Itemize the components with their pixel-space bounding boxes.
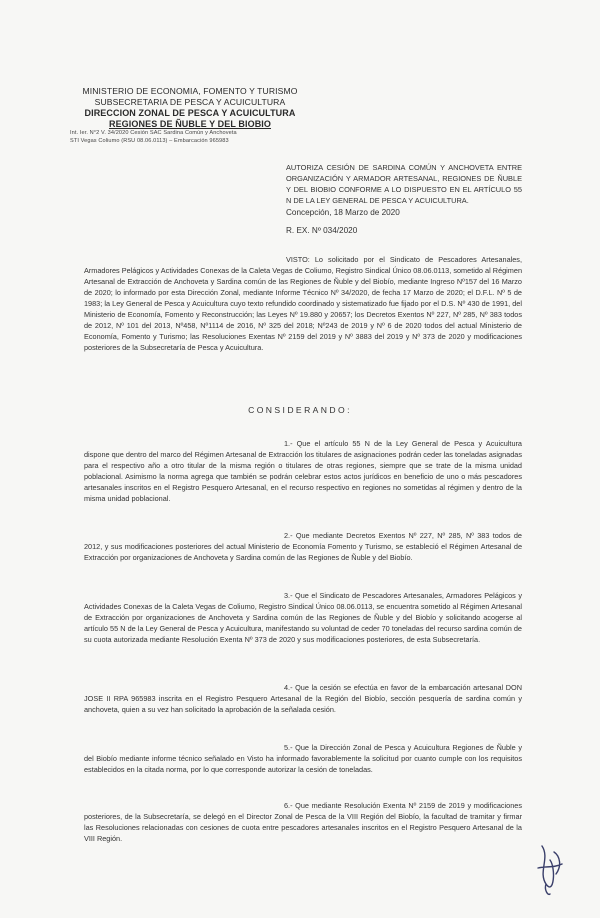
considerando-2: 2.- Que mediante Decretos Exentos Nº 227, Nº 285, Nº 383 todos de 2012, y sus modificaciones posteriores del actual Ministerio de Economía Fomento y Turismo, se estableció el Régimen Artesanal de Extracción por organizaciones de Anchoveta y Sardina común de las Regiones de Ñuble y del Biobío.: [84, 531, 522, 562]
considerando-4: 4.- Que la cesión se efectúa en favor de la embarcación artesanal DON JOSE II RPA 965983 inscrita en el Registro Pesquero Artesanal de la Región del Biobío, sección pesquería de sardina común y anchoveta, quien a su vez han solicitado la aprobación de la señalada cesión.: [84, 683, 522, 714]
subsecretaria-name: SUBSECRETARIA DE PESCA Y ACUICULTURA: [94, 97, 286, 107]
reference-line-2: STI Vegas Coliumo (RSU 08.06.0113) – Embarcación 965983: [70, 137, 229, 144]
considerando-3: 3.- Que el Sindicato de Pescadores Artesanales, Armadores Pelágicos y Actividades Conexas de la Caleta Vegas de Coliumo, Registro Sindical Único 08.06.0113, se encuentra sometido al Régimen Artesanal de Extracción por organizaciones de Anchoveta y Sardina común de las Regiones de Ñuble y del Biobío y solicitando acogerse al artículo 55 N de la Ley General de Pesca y Acuicultura, manifestando su voluntad de ceder 70 toneladas del recurso sardina común de su cuota autorizada mediante Resolución Exenta Nº 373 de 2020 y sus modificaciones posteriores, de esta Subsecretaría.: [84, 591, 522, 644]
considerando-5: 5.- Que la Dirección Zonal de Pesca y Acuicultura Regiones de Ñuble y del Biobío mediante informe técnico señalado en Visto ha informado favorablemente la solicitud por cuanto cumple con los requisitos establecidos en la citada norma, por lo que corresponde autorizar la cesión de toneladas.: [84, 743, 522, 774]
considerando-1: 1.- Que el artículo 55 N de la Ley General de Pesca y Acuicultura dispone que dentro del marco del Régimen Artesanal de Extracción los titulares de asignaciones podrán ceder las toneladas asignadas para el respectivo año a otro titular de la misma región o titulares de otras regiones, siempre que se trate de la misma unidad poblacional. Asimismo la norma agrega que también se podrán celebrar estos actos jurídicos en beneficio de uno o más pescadores artesanales inscritos en el Registro Pesquero Artesanal, en el recurso respectivo en regiones no sometidas al régimen y dentro de la misma unidad poblacional.: [84, 439, 522, 503]
considerando-6: 6.- Que mediante Resolución Exenta Nº 2159 de 2019 y modificaciones posteriores, de la Subsecretaría, se delegó en el Director Zonal de Pesca de la VIII Región del Biobío, la facultad de tramitar y firmar las Resoluciones relacionadas con cesiones de cuota entre pescadores artesanales inscritos en el Registro Pesquero Artesanal de la VIII Región.: [84, 801, 522, 843]
place-date: Concepción, 18 Marzo de 2020: [286, 208, 400, 217]
considerando-heading: CONSIDERANDO:: [248, 405, 352, 415]
ministry-name: MINISTERIO DE ECONOMIA, FOMENTO Y TURISMO: [82, 86, 298, 96]
visto-paragraph: VISTO: Lo solicitado por el Sindicato de Pescadores Artesanales, Armadores Pelágicos y Actividades Conexas de la Caleta Vegas de Coliumo, Registro Sindical Único 08.06.0113, sometido al Régimen Artesanal de Extracción de Anchoveta y Sardina común de las Regiones de Ñuble y del Biobío, mediante Ingreso Nº157 del 16 Marzo de 2020; lo informado por esta Dirección Zonal, mediante Informe Técnico Nº 34/2020, de fecha 17 Marzo de 2020; el D.F.L. Nº 5 de 1983; la Ley General de Pesca y Acuicultura cuyo texto refundido coordinado y sistematizado fue fijado por el D.S. Nº 430 de 1991, del Ministerio de Economía, Fomento y Reconstrucción; las Leyes Nº 19.880 y 20657; los Decretos Exentos Nº 227, Nº 285, Nº 383 todos de 2012, Nº 101 del 2013, Nº458, Nº1114 de 2016, Nº 325 del 2018; Nº243 de 2019 y Nº 6 de 2020 todos del actual Ministerio de Economía, Fomento y Turismo; las Resoluciones Exentas Nº 2159 del 2019 y Nº 3883 del 2019 y Nº 373 de 2020 y modificaciones posteriores de la Subsecretaría de Pesca y Acuicultura.: [84, 255, 522, 352]
letterhead: [70, 86, 310, 145]
handwritten-signature: [520, 838, 580, 898]
regiones-name: REGIONES DE ÑUBLE Y DEL BIOBIO: [108, 119, 272, 129]
direccion-name: DIRECCION ZONAL DE PESCA Y ACUICULTURA: [84, 108, 296, 118]
reference-line-1: Int. Ier. N°2 V. 34/2020 Cesión SAC Sardina Común y Anchoveta: [70, 130, 237, 136]
resolution-subject: AUTORIZA CESIÓN DE SARDINA COMÚN Y ANCHOVETA ENTRE ORGANIZACIÓN Y ARMADOR ARTESANAL, REGIONES DE ÑUBLE Y DEL BIOBIO CONFORME A LO DISPUESTO EN EL ARTÍCULO 55 N DE LA LEY GENERAL DE PESCA Y ACUICULTURA.: [286, 163, 522, 205]
resolution-number: R. EX. Nº 034/2020: [286, 226, 358, 235]
